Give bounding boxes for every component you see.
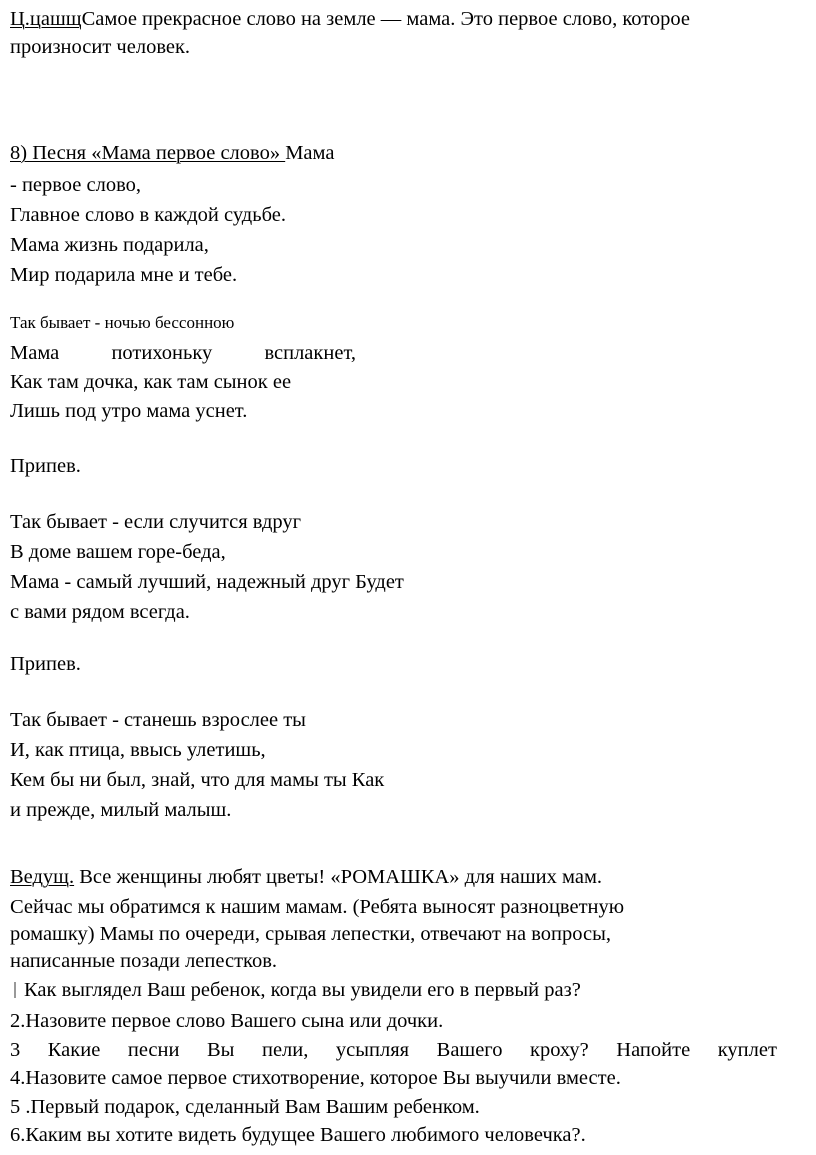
host-line-1	[10, 866, 602, 890]
question-5: 5 .Первый подарок, сделанный Вам Вашим ребенком.	[10, 1096, 480, 1118]
verse2-word: Мама	[10, 342, 60, 364]
verse3-line-1: Так бывает - если случится вдруг	[10, 511, 302, 533]
host-line-4: написанные позади лепестков.	[10, 950, 278, 972]
verse2-line-3: Как там дочка, как там сынок ее	[10, 371, 292, 393]
question-3	[10, 1039, 777, 1063]
question-3-word: Вашего	[436, 1039, 503, 1061]
host-line-2: Сейчас мы обратимся к нашим мамам. (Ребята выносят разноцветную	[10, 896, 625, 918]
verse3-line-3: Мама - самый лучший, надежный друг Будет	[10, 571, 404, 593]
verse2-word: всплакнет,	[264, 342, 356, 364]
question-2: 2.Назовите первое слово Вашего сына или дочки.	[10, 1010, 444, 1032]
verse1-line-1: - первое слово,	[10, 174, 142, 196]
question-3-word: усыпляя	[335, 1039, 410, 1061]
verse1-line-4: Мир подарила мне и тебе.	[10, 264, 238, 286]
question-1-text: Как выглядел Ваш ребенок, когда вы увидели его в первый раз?	[24, 979, 581, 1001]
chorus-label-2: Припев.	[10, 653, 81, 675]
host-speaker: Ведущ.	[10, 866, 75, 888]
question-3-word: кроху?	[529, 1039, 589, 1061]
question-3-word: 3	[10, 1039, 21, 1061]
chorus-label-1: Припев.	[10, 455, 81, 477]
verse3-line-2: В доме вашем горе-беда,	[10, 541, 226, 563]
song-heading-tail: Мама	[285, 142, 335, 164]
question-3-word: песни	[127, 1039, 180, 1061]
intro-speaker: Ц.цашщ	[10, 8, 82, 30]
verse4-line-1: Так бывает - станешь взрослее ты	[10, 709, 306, 731]
verse4-line-2: И, как птица, ввысь улетишь,	[10, 739, 266, 761]
host-line-3: ромашку) Мамы по очереди, срывая лепестки, отвечают на вопросы,	[10, 923, 612, 945]
question-3-word: пели,	[261, 1039, 309, 1061]
verse2-line-4: Лишь под утро мама уснет.	[10, 400, 248, 422]
question-6: 6.Каким вы хотите видеть будущее Вашего любимого человечка?.	[10, 1124, 586, 1146]
question-3-word: куплет	[717, 1039, 777, 1061]
intro-text-1: Самое прекрасное слово на земле — мама. Это первое слово, которое	[81, 8, 691, 30]
verse2-word: потихоньку	[111, 342, 213, 364]
intro-line-1	[10, 8, 690, 32]
verse3-line-4: с вами рядом всегда.	[10, 601, 190, 623]
list-marker-icon	[14, 982, 22, 998]
verse4-line-3: Кем бы ни был, знай, что для мамы ты Как	[10, 769, 385, 791]
song-heading	[10, 142, 334, 166]
verse1-line-2: Главное слово в каждой судьбе.	[10, 204, 286, 226]
host-text-1: Все женщины любят цветы! «РОМАШКА» для наших мам.	[74, 866, 603, 888]
question-3-word: Какие	[47, 1039, 101, 1061]
question-3-word: Вы	[207, 1039, 235, 1061]
question-3-word: Напойте	[616, 1039, 691, 1061]
verse1-line-3: Мама жизнь подарила,	[10, 234, 209, 256]
verse2-line-2	[10, 342, 356, 366]
question-1	[14, 979, 581, 1003]
song-title: 8) Песня «Мама первое слово»	[10, 142, 286, 164]
verse2-line-1: Так бывает - ночью бессонною	[10, 313, 235, 332]
intro-line-2: произносит человек.	[10, 36, 191, 58]
question-4: 4.Назовите самое первое стихотворение, которое Вы выучили вместе.	[10, 1067, 621, 1089]
verse4-line-4: и прежде, милый малыш.	[10, 799, 232, 821]
